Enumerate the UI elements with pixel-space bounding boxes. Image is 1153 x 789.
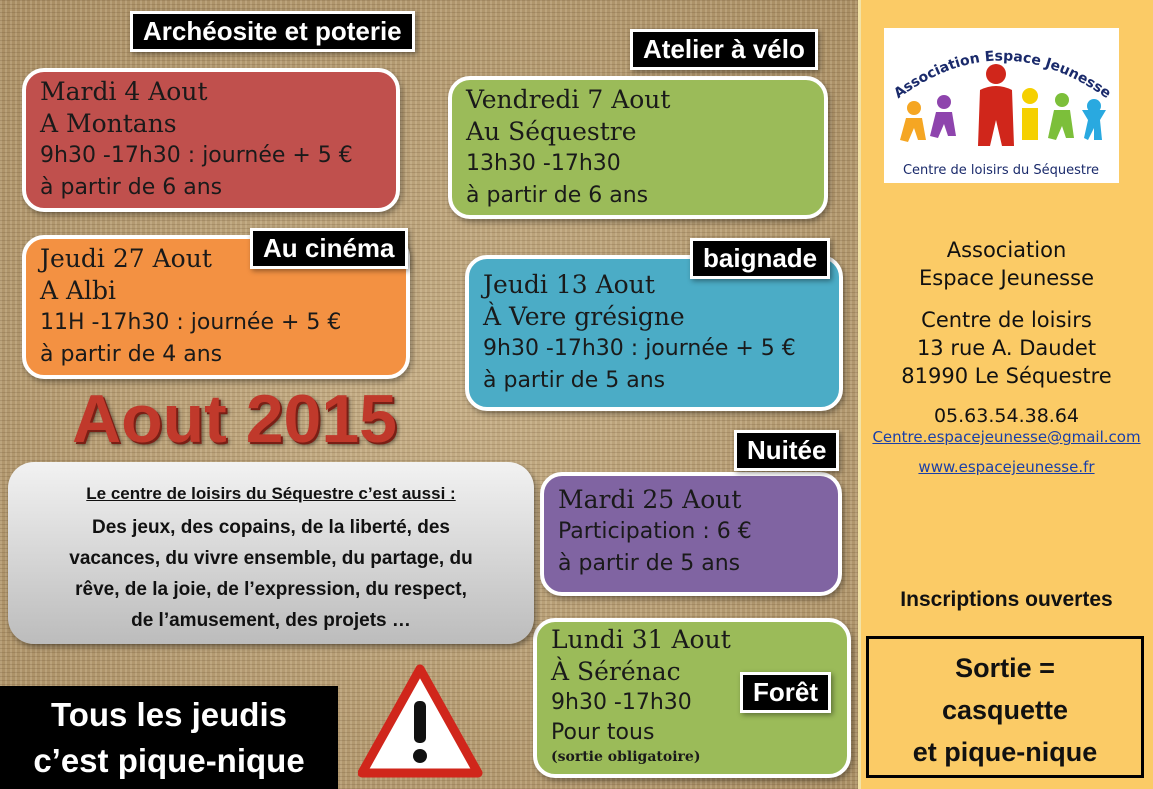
info-line: rêve, de la joie, de l’expression, du respect, bbox=[75, 579, 467, 600]
event-day: Lundi 31 Aout bbox=[551, 625, 731, 654]
event-time: 9h30 -17h30 : journée + 5 € bbox=[40, 143, 353, 168]
event-time: 9h30 -17h30 bbox=[551, 690, 692, 715]
event-time: 9h30 -17h30 : journée + 5 € bbox=[483, 336, 796, 361]
event-time: 13h30 -17h30 bbox=[466, 151, 621, 176]
event-card-archeosite bbox=[22, 68, 400, 212]
event-day: Mardi 4 Aout bbox=[40, 77, 208, 106]
event-day: Mardi 25 Aout bbox=[558, 485, 742, 514]
event-day: Jeudi 13 Aout bbox=[483, 270, 655, 299]
event-time: Participation : 6 € bbox=[558, 519, 752, 544]
info-line: Des jeux, des copains, de la liberté, des bbox=[92, 517, 450, 538]
org-name-1: Association bbox=[946, 238, 1067, 262]
email-link[interactable]: Centre.espacejeunesse@gmail.com bbox=[872, 428, 1141, 446]
warning-triangle-icon bbox=[358, 663, 483, 778]
contact-block bbox=[862, 236, 1151, 476]
info-box bbox=[8, 462, 534, 644]
page-title: Aout 2015 bbox=[72, 381, 397, 457]
association-logo bbox=[884, 28, 1119, 183]
picnic-line-1: Tous les jeudis bbox=[51, 696, 287, 733]
event-tag-archeosite: Archéosite et poterie bbox=[130, 11, 415, 52]
event-place: A Montans bbox=[40, 109, 177, 138]
sortie-box bbox=[866, 636, 1144, 778]
event-tag-cinema: Au cinéma bbox=[250, 228, 408, 269]
sortie-line-1: Sortie = bbox=[955, 653, 1055, 683]
address-2: 13 rue A. Daudet bbox=[916, 336, 1097, 360]
event-day: Jeudi 27 Aout bbox=[40, 244, 212, 273]
phone-number: 05.63.54.38.64 bbox=[933, 405, 1080, 427]
event-place: À Vere grésigne bbox=[483, 302, 685, 331]
org-name-2: Espace Jeunesse bbox=[918, 266, 1094, 290]
event-place: À Sérénac bbox=[551, 657, 681, 686]
event-place: A Albi bbox=[40, 276, 117, 305]
event-age: à partir de 5 ans bbox=[558, 551, 741, 576]
event-tag-velo: Atelier à vélo bbox=[630, 29, 818, 70]
logo-top-text: Association Espace Jeunesse bbox=[891, 48, 1114, 102]
picnic-line-2: c’est pique-nique bbox=[33, 742, 305, 779]
address-3: 81990 Le Séquestre bbox=[901, 364, 1112, 388]
event-day: Vendredi 7 Aout bbox=[466, 85, 671, 114]
event-tag-foret: Forêt bbox=[740, 672, 831, 713]
event-note: (sortie obligatoire) bbox=[551, 749, 701, 765]
picnic-banner bbox=[0, 686, 338, 789]
sortie-line-2: casquette bbox=[941, 695, 1069, 725]
event-time: 11H -17h30 : journée + 5 € bbox=[40, 310, 342, 335]
logo-bottom-text: Centre de loisirs du Séquestre bbox=[902, 163, 1100, 178]
info-line: de l’amusement, des projets … bbox=[131, 610, 411, 631]
event-card-nuitee bbox=[540, 472, 842, 596]
event-age: à partir de 4 ans bbox=[40, 342, 223, 367]
event-age: à partir de 5 ans bbox=[483, 368, 666, 393]
address-1: Centre de loisirs bbox=[921, 308, 1092, 332]
sortie-line-3: et pique-nique bbox=[912, 737, 1098, 767]
logo-graphic bbox=[884, 28, 1119, 183]
inscriptions-label: Inscriptions ouvertes bbox=[900, 588, 1113, 611]
info-line: vacances, du vivre ensemble, du partage, du bbox=[69, 548, 473, 569]
event-place: Au Séquestre bbox=[466, 117, 637, 146]
event-age: à partir de 6 ans bbox=[40, 175, 223, 200]
website-link[interactable]: www.espacejeunesse.fr bbox=[918, 458, 1095, 476]
event-age: à partir de 6 ans bbox=[466, 183, 649, 208]
event-tag-baignade: baignade bbox=[690, 238, 830, 279]
event-card-velo bbox=[448, 76, 828, 219]
event-tag-nuitee: Nuitée bbox=[734, 430, 839, 471]
info-heading: Le centre de loisirs du Séquestre c’est aussi : bbox=[86, 484, 456, 503]
event-age: Pour tous bbox=[551, 720, 655, 745]
